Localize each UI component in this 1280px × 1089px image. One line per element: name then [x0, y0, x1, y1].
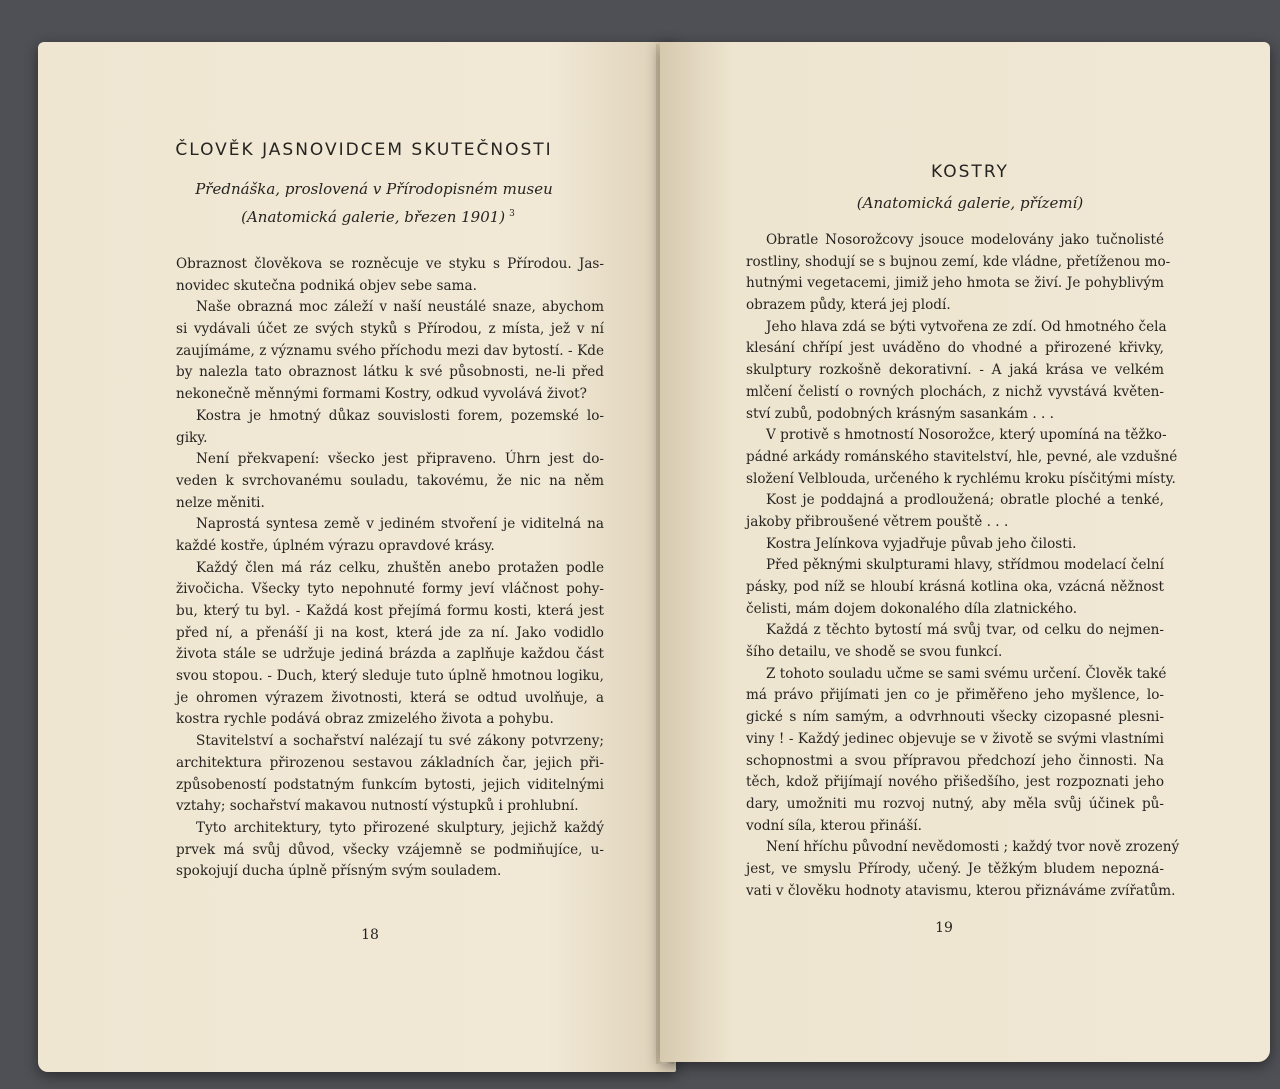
text-line: viny ! - Každý jedinec objevuje se v životě se svými vlastními	[746, 730, 1164, 747]
right-page	[660, 42, 1270, 1062]
page-number-left: 18	[361, 927, 379, 943]
text-line: Každá z těchto bytostí má svůj tvar, od celku do nejmen-	[766, 622, 1164, 639]
text-line: ství zubů, podobných krásným sasankám . . .	[746, 405, 1054, 422]
text-line: živočicha. Všecky tyto nepohnuté formy jeví vláčnost pohy-	[176, 581, 604, 598]
text-line: vati v člověku hodnoty atavismu, kterou přiznáváme zvířatům.	[746, 882, 1176, 899]
text-line: složení Velblouda, určeného k rychlému kroku písčitými místy.	[746, 470, 1176, 487]
text-line: vztahy; sochařství makavou nutností výstupků i prohlubní.	[176, 798, 579, 815]
text-line: má právo přijímati jen co je přiměřeno jeho myšlence, lo-	[746, 687, 1164, 704]
text-line: těch, kdož přijímají nového přišedšího, jest rozpoznati jeho	[746, 774, 1164, 791]
text-line: zaujímáme, z významu svého příchodu mezi dav bytostí. - Kde	[176, 342, 604, 359]
text-line: schopnostmi a svou přípravou předchozí jeho činnosti. Na	[746, 752, 1164, 769]
text-line: hutnými vegetacemi, jimiž jeho hmota se živí. Je pohyblivým	[746, 275, 1164, 292]
left-page	[38, 42, 676, 1072]
text-line: Naprostá syntesa země v jediném stvoření je viditelná na	[196, 516, 604, 533]
text-line: Každý člen má ráz celku, zhuštěn anebo protažen podle	[196, 559, 604, 576]
text-line: obrazem půdy, která jej plodí.	[746, 297, 951, 314]
section-subtitle: (Anatomická galerie, přízemí)	[856, 194, 1084, 212]
text-line: svou stopou. - Duch, který sleduje tuto úplně hmotnou logiku,	[176, 668, 604, 685]
text-line: Není hříchu původní nevědomosti ; každý tvor nově zrozený	[766, 839, 1180, 856]
text-line: rostliny, shodují se s bujnou zemí, kde vládne, přetíženou mo-	[746, 253, 1171, 270]
text-line: před ní, a přenáší ji na kost, která jde za ní. Jako vodidlo	[176, 624, 604, 641]
text-line: klesání chřípí jest uváděno do vhodné a přirozené křivky,	[746, 340, 1164, 357]
open-book	[20, 22, 1272, 1072]
text-line: Naše obrazná moc záleží v naší neustálé snaze, abychom	[196, 299, 604, 316]
text-line: Před pěknými skulpturami hlavy, střídmou modelací čelní	[766, 557, 1164, 574]
text-line: Obraznost člověkova se rozněcuje ve styku s Přírodou. Jas-	[176, 256, 604, 272]
chapter-date	[188, 208, 568, 226]
text-line: vodní síla, kterou přináší.	[746, 817, 922, 834]
text-line: nekonečně měnnými formami Kostry, odkud vyvolává život?	[176, 386, 587, 403]
text-line: čelisti, mám dojem dokonalého díla zlatnického.	[746, 600, 1078, 617]
text-line: Z tohoto souladu učme se sami svému určení. Člověk také	[766, 665, 1167, 682]
text-line: jakoby přibroušené větrem pouště . . .	[746, 513, 1009, 530]
text-line: kostra rychle podává obraz zmizelého života a pohybu.	[176, 711, 554, 728]
text-line: nelze měniti.	[176, 494, 265, 511]
text-line: si vydávali účet ze svých styků s Přírodou, z místa, jež v ní	[176, 321, 604, 338]
text-line: pádné arkády románského stavitelství, hle, pevné, ale vzdušné	[746, 448, 1178, 465]
text-line: V protivě s hmotností Nosorožce, který upomíná na těžko-	[766, 427, 1167, 444]
text-line: spokojují ducha úplně přísným svým souladem.	[176, 863, 502, 880]
text-line: Jeho hlava zdá se býti vytvořena ze zdí. Od hmotného čela	[766, 318, 1167, 335]
text-line: veden k svrchovanému souladu, takovému, že nic na něm	[176, 472, 604, 489]
text-line: Není překvapení: všecko jest připraveno. Úhrn jest do-	[196, 451, 604, 468]
text-line: dary, umožniti mu rozvoj nutný, aby měla svůj účinek pů-	[746, 795, 1164, 812]
right-body-text	[746, 230, 1180, 902]
text-line: každé kostře, úplném výrazu opravdové krásy.	[176, 537, 495, 554]
text-line: architektura přirozenou sestavou základních čar, jejich při-	[176, 754, 604, 771]
text-line: života stále se udržuje jediná brázda a zaplňuje každou část	[176, 646, 604, 663]
text-line: Stavitelství a sochařství nalézají tu své zákony potvrzeny;	[196, 733, 604, 750]
text-line: Kostra Jelínkova vyjadřuje půvab jeho čilosti.	[766, 535, 1077, 552]
chapter-title: ČLOVĚK JASNOVIDCEM SKUTEČNOSTI	[175, 140, 553, 160]
page-number-right: 19	[935, 920, 953, 936]
text-line: by nalezla tato obraznost látku k své působnosti, ne-li před	[176, 364, 604, 381]
left-body-text	[176, 254, 604, 883]
text-line: skulptury rozkošně dekorativní. - A jaká krása ve velkém	[746, 362, 1164, 379]
text-line: giky.	[176, 429, 208, 446]
text-line: bu, který tu byl. - Každá kost přejímá formu kosti, která jest	[176, 603, 604, 619]
text-line: Kost je poddajná a prodloužená; obratle ploché a tenké,	[766, 492, 1164, 509]
chapter-date-text: (Anatomická galerie, březen 1901)	[241, 208, 506, 226]
text-line: šího detailu, ve shodě se svou funkcí.	[746, 644, 1003, 661]
text-line: mlčení čelistí o rovných plochách, z nichž vyvstává květen-	[746, 383, 1164, 400]
text-line: novidec skutečna podniká objev sebe sama.	[176, 277, 477, 294]
chapter-subtitle: Přednáška, proslovená v Přírodopisném museu	[195, 180, 553, 198]
text-line: jest, ve smyslu Přírody, učený. Je těžkým bludem nepozná-	[746, 860, 1164, 877]
section-title: KOSTRY	[931, 162, 1009, 182]
text-line: je ohromen výrazem životnosti, která se odtud uvolňuje, a	[176, 689, 604, 706]
text-line: Kostra je hmotný důkaz souvislosti forem, pozemské lo-	[196, 407, 604, 424]
text-line: gické s ním samým, a odvrhnouti všecky cizopasné plesni-	[746, 709, 1164, 726]
text-line: způsobeností podstatným funkcím bytosti, jejich viditelnými	[176, 776, 604, 793]
text-line: pásky, pod níž se hloubí krásná kotlina oka, vzácná něžnost	[746, 579, 1164, 595]
text-line: Tyto architektury, tyto přirozené skulptury, jejichž každý	[196, 819, 604, 836]
text-line: prvek má svůj důvod, všecky vzájemně se podmiňujíce, u-	[176, 841, 604, 858]
text-line: Obratle Nosorožcovy jsouce modelovány jako tučnolisté	[766, 232, 1164, 248]
footnote-mark: 3	[509, 209, 515, 219]
